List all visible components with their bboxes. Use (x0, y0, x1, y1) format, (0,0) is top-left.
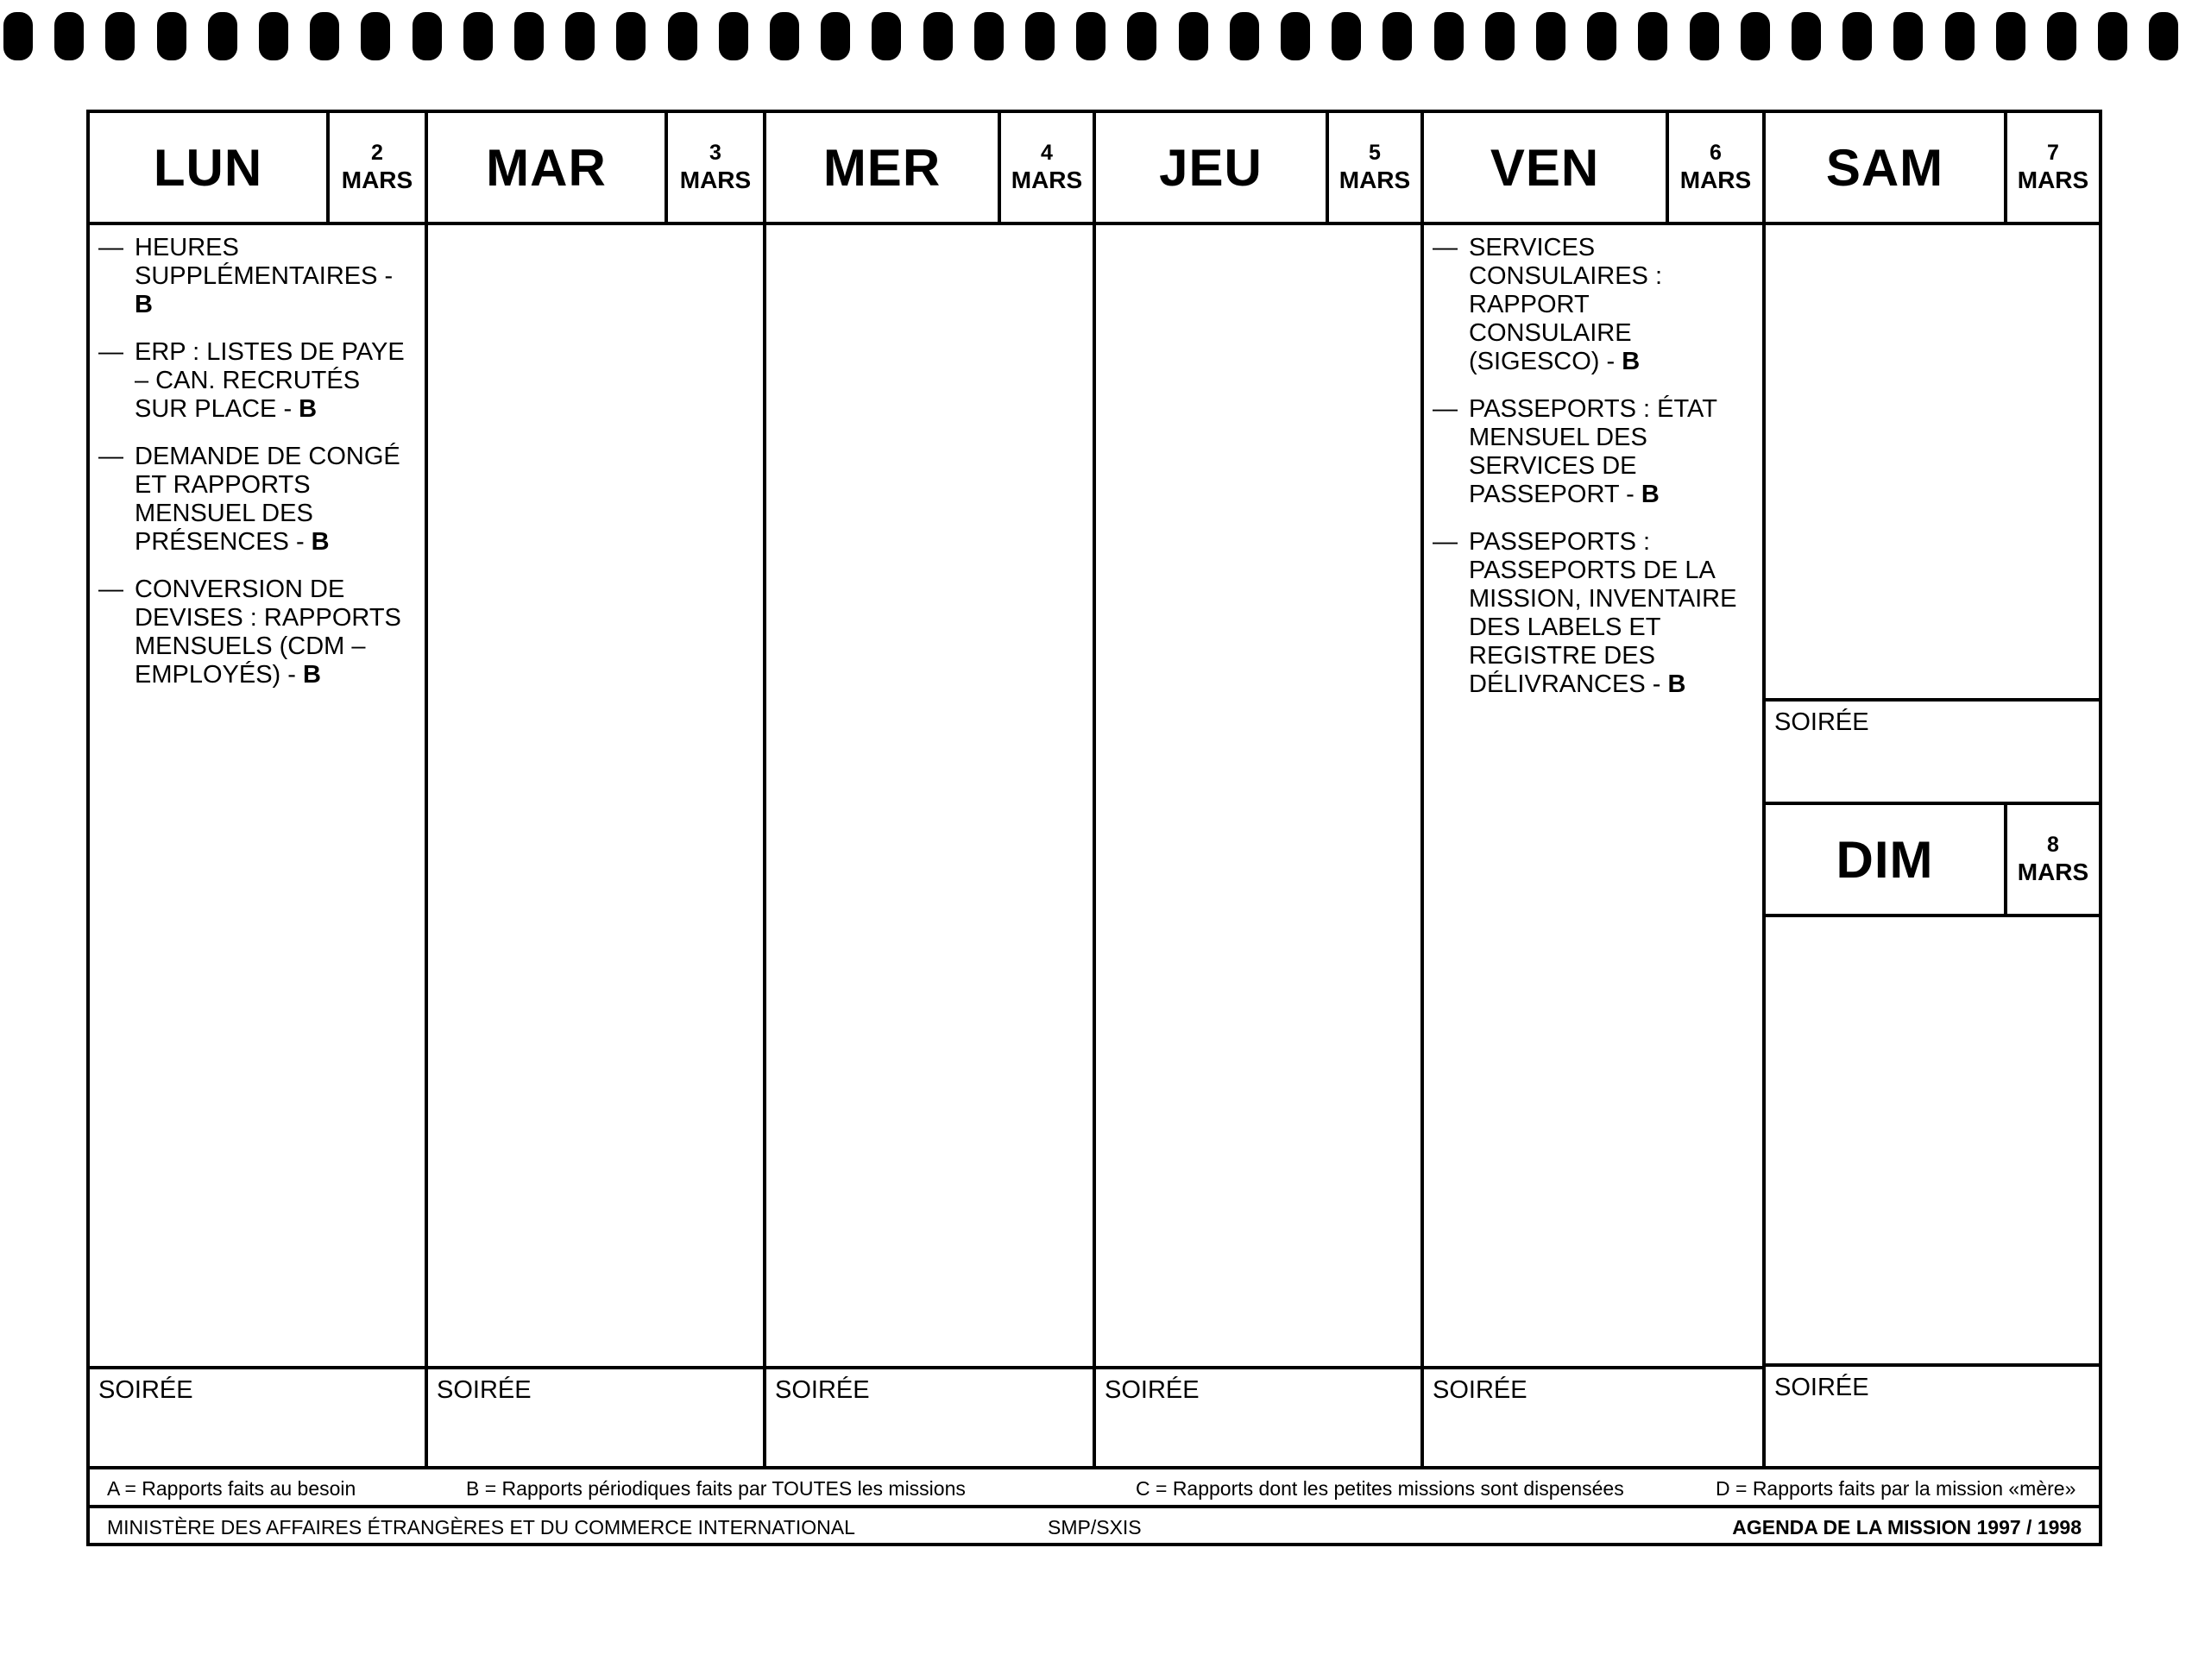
binder-hole (565, 12, 595, 60)
evening-area[interactable] (766, 1369, 1093, 1469)
binder-hole (3, 12, 33, 60)
dash-bullet: — (1433, 528, 1458, 556)
binder-hole (1741, 12, 1770, 60)
date-month: MARS (1679, 167, 1752, 193)
date-number: 5 (1369, 141, 1381, 165)
evening-area[interactable] (90, 1369, 425, 1469)
day-name: MAR (486, 138, 607, 197)
report-item (1433, 528, 1745, 699)
evening-label: SOIRÉE (775, 1376, 870, 1404)
report-item (98, 576, 407, 689)
day-header-dim (1766, 805, 2099, 917)
date-month: MARS (341, 167, 413, 193)
binder-hole (668, 12, 697, 60)
day-notes-area[interactable] (766, 225, 1093, 1369)
evening-label: SOIRÉE (1774, 708, 1869, 736)
report-text: PASSEPORTS : ÉTAT MENSUEL DES SERVICES DE PASSEPORT - (1469, 395, 1717, 508)
day-header (1096, 113, 1420, 225)
date-number: 4 (1041, 141, 1053, 165)
binder-hole (974, 12, 1004, 60)
binder-hole (1179, 12, 1208, 60)
date-box (1326, 113, 1420, 222)
binder-hole (208, 12, 237, 60)
binder-hole (1996, 12, 2025, 60)
day-notes-area-sam[interactable] (1766, 225, 2099, 702)
report-code: B (311, 528, 330, 556)
report-item (1433, 234, 1745, 376)
binder-hole (1536, 12, 1565, 60)
day-name: LUN (153, 138, 263, 197)
report-code: B (1641, 481, 1660, 508)
day-name: MER (822, 138, 942, 197)
day-name: JEU (1159, 138, 1263, 197)
binder-hole (1945, 12, 1975, 60)
binder-hole (872, 12, 901, 60)
date-month: MARS (2017, 859, 2089, 885)
day-column-mar (425, 113, 763, 1469)
dash-bullet: — (98, 338, 123, 366)
day-header (428, 113, 763, 225)
evening-label: SOIRÉE (1774, 1374, 1869, 1401)
legend-c: C = Rapports dont les petites missions sont dispensées (1136, 1477, 1624, 1500)
binder-hole (2098, 12, 2127, 60)
binder-hole (1690, 12, 1719, 60)
ministry-name: MINISTÈRE DES AFFAIRES ÉTRANGÈRES ET DU COMMERCE INTERNATIONAL (107, 1516, 855, 1538)
date-number: 6 (1710, 141, 1722, 165)
date-box (2004, 113, 2099, 222)
report-text: ERP : LISTES DE PAYE – CAN. RECRUTÉS SUR PLACE - (135, 338, 405, 423)
binder-hole (923, 12, 953, 60)
report-item (98, 443, 407, 557)
evening-area[interactable] (428, 1369, 763, 1469)
report-type-legend (90, 1469, 2099, 1508)
binder-hole (1485, 12, 1515, 60)
report-code: B (303, 661, 321, 689)
form-code: SMP/SXIS (1048, 1516, 1142, 1538)
date-month: MARS (2017, 167, 2089, 193)
report-code: B (299, 395, 318, 423)
day-notes-area[interactable] (1096, 225, 1420, 1369)
binder-hole (1076, 12, 1105, 60)
binder-hole (1025, 12, 1055, 60)
binder-hole (361, 12, 390, 60)
binder-hole (54, 12, 84, 60)
day-column-lun (90, 113, 425, 1469)
day-name: VEN (1490, 138, 1600, 197)
day-column-ven (1420, 113, 1762, 1469)
report-text: SERVICES CONSULAIRES : RAPPORT CONSULAIRE (SIGESCO) - (1469, 234, 1662, 375)
binder-hole (1587, 12, 1616, 60)
report-code: B (1622, 348, 1641, 375)
day-notes-area[interactable] (90, 225, 425, 1369)
date-number: 2 (371, 141, 383, 165)
day-notes-area[interactable] (1424, 225, 1762, 1369)
binder-hole (310, 12, 339, 60)
report-item (98, 234, 407, 319)
binder-hole (2047, 12, 2076, 60)
binder-hole (1638, 12, 1667, 60)
report-item (1433, 395, 1745, 509)
report-text: PASSEPORTS : PASSEPORTS DE LA MISSION, INVENTAIRE DES LABELS ET REGISTRE DES DÉLIVRANCES - (1469, 528, 1737, 698)
date-box (998, 113, 1093, 222)
dash-bullet: — (1433, 395, 1458, 423)
weekly-agenda-page (86, 110, 2102, 1546)
evening-area-dim[interactable] (1766, 1367, 2099, 1469)
report-list (90, 225, 425, 689)
report-text: HEURES SUPPLÉMENTAIRES - (135, 234, 394, 290)
evening-label: SOIRÉE (437, 1376, 532, 1404)
binder-holes (0, 12, 2192, 64)
day-header (766, 113, 1093, 225)
evening-label: SOIRÉE (1105, 1376, 1200, 1404)
evening-area-sam[interactable] (1766, 702, 2099, 805)
dash-bullet: — (98, 576, 123, 603)
binder-hole (1127, 12, 1156, 60)
binder-hole (2149, 12, 2178, 60)
binder-hole (1434, 12, 1464, 60)
binder-hole (1332, 12, 1361, 60)
date-month: MARS (1011, 167, 1083, 193)
day-header (90, 113, 425, 225)
binder-hole (1792, 12, 1821, 60)
evening-area[interactable] (1424, 1369, 1762, 1469)
date-month: MARS (679, 167, 752, 193)
day-notes-area-dim[interactable] (1766, 917, 2099, 1367)
agenda-title: AGENDA DE LA MISSION 1997 / 1998 (1732, 1516, 2082, 1538)
day-name: SAM (1825, 138, 1944, 197)
dash-bullet: — (1433, 234, 1458, 261)
binder-hole (413, 12, 442, 60)
binder-hole (1383, 12, 1412, 60)
binder-hole (1281, 12, 1310, 60)
binder-hole (157, 12, 186, 60)
report-code: B (1667, 670, 1686, 698)
binder-hole (259, 12, 288, 60)
evening-label: SOIRÉE (98, 1376, 193, 1404)
day-column-jeu (1093, 113, 1420, 1469)
day-header-sam (1766, 113, 2099, 225)
dash-bullet: — (98, 234, 123, 261)
date-number: 8 (2047, 833, 2059, 857)
legend-a: A = Rapports faits au besoin (107, 1477, 356, 1500)
binder-hole (719, 12, 748, 60)
day-column-sam-dim (1762, 113, 2099, 1469)
binder-hole (105, 12, 135, 60)
date-box (665, 113, 763, 222)
report-list (1424, 225, 1762, 699)
report-text: CONVERSION DE DEVISES : RAPPORTS MENSUELS (CDM – EMPLOYÉS) - (135, 576, 401, 689)
report-text: DEMANDE DE CONGÉ ET RAPPORTS MENSUEL DES PRÉSENCES - (135, 443, 400, 556)
day-column-mer (763, 113, 1093, 1469)
binder-hole (821, 12, 850, 60)
legend-b: B = Rapports périodiques faits par TOUTES les missions (466, 1477, 966, 1500)
binder-hole (770, 12, 799, 60)
day-name: DIM (1836, 830, 1934, 889)
date-number: 3 (709, 141, 721, 165)
date-box (2004, 805, 2099, 914)
report-code: B (135, 291, 153, 318)
legend-d: D = Rapports faits par la mission «mère» (1716, 1477, 2076, 1500)
binder-hole (1842, 12, 1872, 60)
binder-hole (463, 12, 493, 60)
binder-hole (616, 12, 646, 60)
date-number: 7 (2047, 141, 2059, 165)
binder-hole (1893, 12, 1923, 60)
evening-label: SOIRÉE (1433, 1376, 1527, 1404)
date-box (1666, 113, 1762, 222)
day-notes-area[interactable] (428, 225, 763, 1369)
binder-hole (1230, 12, 1259, 60)
day-header (1424, 113, 1762, 225)
date-box (326, 113, 425, 222)
date-month: MARS (1339, 167, 1411, 193)
report-item (98, 338, 407, 424)
binder-hole (514, 12, 544, 60)
evening-area[interactable] (1096, 1369, 1420, 1469)
page-footer (90, 1508, 2099, 1546)
dash-bullet: — (98, 443, 123, 470)
